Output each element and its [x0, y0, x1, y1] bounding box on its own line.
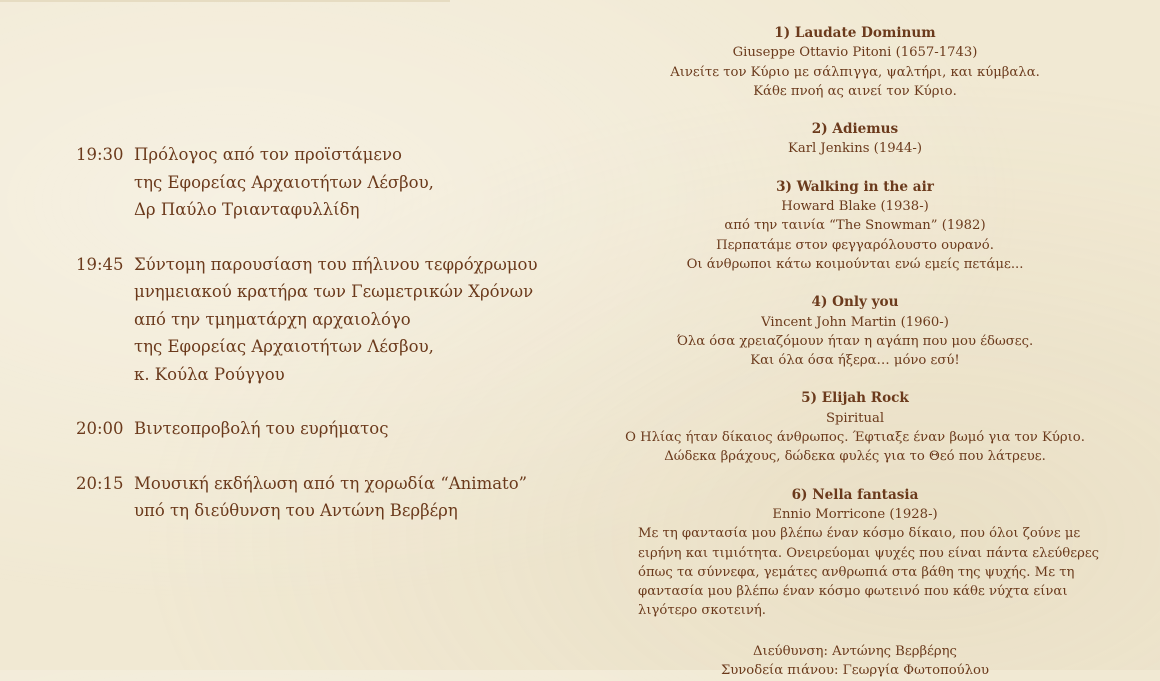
piece-title: 1) Laudate Dominum	[774, 25, 936, 41]
piece-line: Howard Blake (1938-)	[781, 199, 929, 215]
program-piece	[600, 293, 1110, 370]
piece-line: Karl Jenkins (1944-)	[788, 141, 922, 157]
program-piece	[600, 389, 1110, 466]
top-divider	[0, 0, 450, 2]
piece-title: 6) Nella fantasia	[791, 486, 919, 503]
schedule-text: Δρ Παύλο Τριανταφυλλίδη	[134, 200, 360, 219]
schedule	[76, 141, 596, 552]
piece-line: Αινείτε τον Κύριο με σάλπιγγα, ψαλτήρι, και κύμβαλα.	[670, 64, 1040, 80]
schedule-text: Σύντομη παρουσίαση του πήλινου τεφρόχρωμου	[134, 254, 538, 274]
credits	[600, 642, 1110, 681]
program-piece	[600, 24, 1110, 101]
schedule-text: της Εφορείας Αρχαιοτήτων Λέσβου,	[134, 172, 434, 192]
piece-line: Και όλα όσα ήξερα… μόνο εσύ!	[750, 353, 960, 369]
piece-title: 4) Only you	[811, 294, 899, 311]
schedule-time: 19:30	[76, 145, 124, 164]
piece-line: Κάθε πνοή ας αινεί τον Κύριο.	[753, 83, 957, 99]
schedule-time: 19:45	[76, 254, 124, 274]
schedule-item	[76, 415, 596, 443]
piece-line: Ennio Morricone (1928-)	[772, 506, 938, 522]
piece-line: Οι άνθρωποι κάτω κοιμούνται ενώ εμείς πετάμε...	[686, 256, 1024, 272]
schedule-text: υπό τη διεύθυνση του Αντώνη Βερβέρη	[134, 501, 458, 520]
schedule-text: από την τμηματάρχη αρχαιολόγο	[134, 309, 411, 329]
music-program	[600, 24, 1110, 640]
schedule-item	[76, 470, 596, 525]
schedule-text: Μουσική εκδήλωση από τη χορωδία “Animato”	[134, 473, 528, 493]
schedule-item	[76, 141, 596, 224]
schedule-text: της Εφορείας Αρχαιοτήτων Λέσβου,	[134, 337, 434, 356]
schedule-text: Πρόλογος από τον προϊστάμενο	[134, 145, 402, 164]
credit-line: Διεύθυνση: Αντώνης Βερβέρης	[753, 644, 957, 659]
piece-line: Vincent John Martin (1960-)	[761, 314, 949, 330]
program-piece	[600, 486, 1110, 621]
schedule-time: 20:00	[76, 419, 124, 438]
piece-title: 3) Walking in the air	[776, 178, 934, 195]
piece-line: Spiritual	[825, 410, 885, 426]
piece-title: 5) Elijah Rock	[801, 390, 909, 407]
schedule-text: κ. Κούλα Ρούγγου	[134, 364, 285, 384]
program-piece	[600, 120, 1110, 159]
piece-line: Περπατάμε στον φεγγαρόλουστο ουρανό.	[716, 237, 994, 253]
piece-line: Giuseppe Ottavio Pitoni (1657-1743)	[732, 45, 978, 61]
schedule-time: 20:15	[76, 473, 124, 493]
piece-paragraph: Με τη φαντασία μου βλέπω έναν κόσμο δίκαιο, που όλοι ζούνε με ειρήνη και τιμιότητα. Ονειρεύομαι ψυχές που είναι πάντα ελεύθερες όπως τα σύννεφα, γεμάτες ανθρωπιά στα βάθη της ψυχής. Με τη φαντασία μου βλέπω έναν κόσμο φωτεινό που κάθε νύχτα είναι λιγότερο σκοτεινή.	[638, 526, 1100, 619]
schedule-item	[76, 251, 596, 389]
schedule-text: Βιντεοπροβολή του ευρήματος	[134, 419, 389, 438]
piece-title: 2) Adiemus	[811, 121, 899, 138]
piece-line: Δώδεκα βράχους, δώδεκα φυλές για το Θεό που λάτρευε.	[664, 449, 1046, 465]
piece-line: από την ταινία “The Snowman” (1982)	[724, 218, 986, 234]
schedule-text: μνημειακού κρατήρα των Γεωμετρικών Χρόνων	[134, 282, 534, 301]
program-piece	[600, 178, 1110, 274]
credit-line: Συνοδεία πιάνου: Γεωργία Φωτοπούλου	[720, 663, 990, 679]
piece-line: Ο Ηλίας ήταν δίκαιος άνθρωπος. Έφτιαξε έναν βωμό για τον Κύριο.	[625, 430, 1085, 446]
piece-line: Όλα όσα χρειαζόμουν ήταν η αγάπη που μου έδωσες.	[676, 333, 1034, 349]
